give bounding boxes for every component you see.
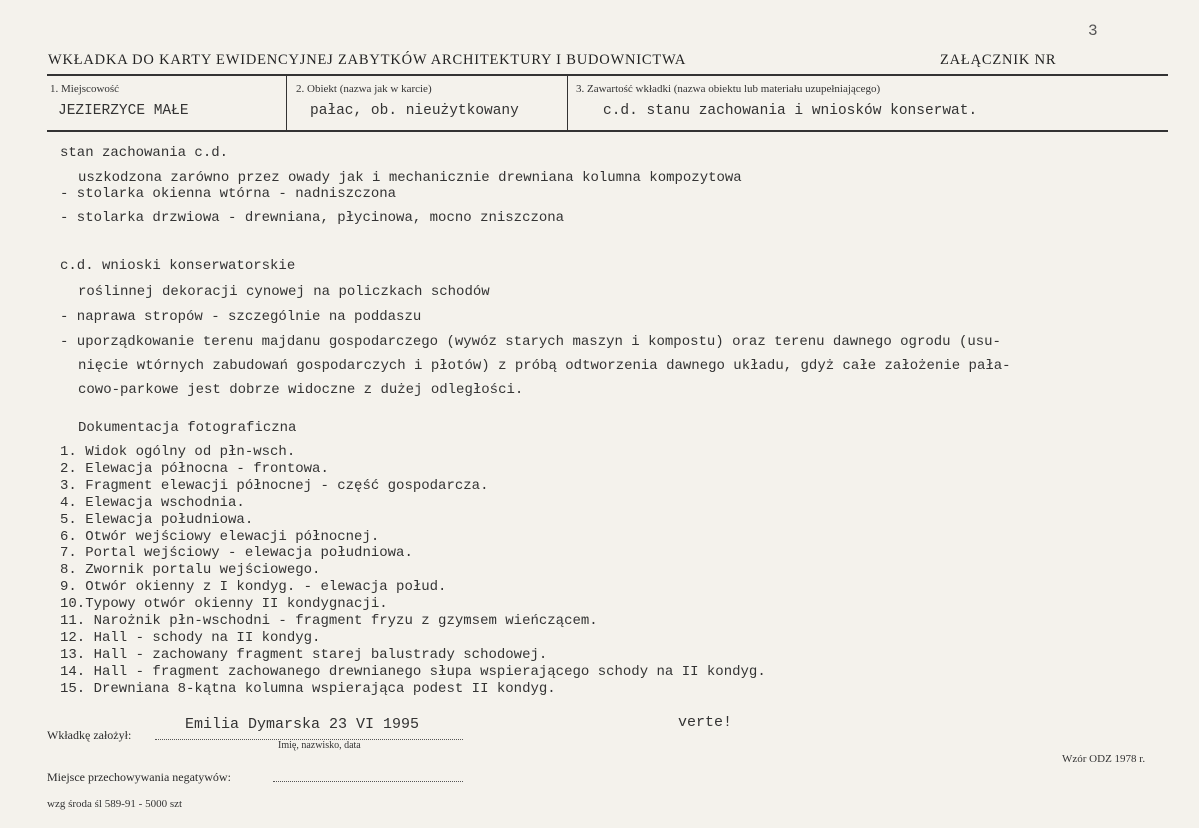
section-heading-condition: stan zachowania c.d. (60, 145, 229, 161)
signature-value: Emilia Dymarska 23 VI 1995 (185, 716, 420, 733)
body-line: - uporządkowanie terenu majdanu gospodarczego (wywóz starych maszyn i kompostu) oraz terenu dawnego ogrodu (usu- (60, 334, 1001, 350)
form-title: WKŁADKA DO KARTY EWIDENCYJNEJ ZABYTKÓW ARCHITEKTURY I BUDOWNICTWA (48, 52, 687, 68)
signature-label: Wkładkę założył: (47, 728, 132, 742)
field-value-locality: JEZIERZYCE MAŁE (58, 103, 189, 119)
list-item: 6. Otwór wejściowy elewacji północnej. (60, 528, 380, 545)
list-item: 3. Fragment elewacji północnej - część gospodarcza. (60, 477, 489, 494)
negatives-dotted-line (273, 781, 463, 782)
body-line: - naprawa stropów - szczególnie na poddaszu (60, 309, 422, 325)
verte-note: verte! (678, 714, 733, 731)
list-item: 15. Drewniana 8-kątna kolumna wspierająca podest II kondyg. (60, 680, 556, 697)
print-footer: wzg środa śl 589-91 - 5000 szt (47, 798, 183, 810)
list-item: 12. Hall - schody na II kondyg. (60, 629, 321, 646)
header-top-rule (47, 74, 1168, 76)
annex-label: ZAŁĄCZNIK NR (940, 52, 1057, 68)
field-divider-2 (567, 76, 568, 130)
list-item: 5. Elewacja południowa. (60, 511, 254, 528)
body-line: cowo-parkowe jest dobrze widoczne z dużej odległości. (78, 382, 524, 398)
negatives-label: Miejsce przechowywania negatywów: (47, 770, 231, 784)
section-heading-conclusions: c.d. wnioski konserwatorskie (60, 258, 296, 274)
body-line: nięcie wtórnych zabudowań gospodarczych i płotów) z próbą odtworzenia dawnego układu, gdyż całe założenie pała- (78, 358, 1011, 374)
body-line: uszkodzona zarówno przez owady jak i mechanicznie drewniana kolumna kompozytowa (78, 170, 742, 186)
list-item: 11. Narożnik płn-wschodni - fragment fryzu z gzymsem wieńczącem. (60, 613, 598, 630)
list-item: 8. Zwornik portalu wejściowego. (60, 562, 321, 579)
list-item: 10.Typowy otwór okienny II kondygnacji. (60, 596, 388, 613)
page-number: 3 (1088, 22, 1098, 40)
field-label-locality: 1. Miejscowość (50, 83, 120, 95)
field-value-object: pałac, ob. nieużytkowany (310, 103, 519, 119)
field-divider-1 (286, 76, 287, 130)
list-item: 9. Otwór okienny z I kondyg. - elewacja połud. (60, 579, 447, 596)
header-bottom-rule (47, 130, 1168, 132)
field-label-object: 2. Obiekt (nazwa jak w karcie) (296, 83, 432, 95)
body-line: roślinnej dekoracji cynowej na policzkach schodów (78, 284, 490, 300)
list-item: 2. Elewacja północna - frontowa. (60, 460, 329, 477)
signature-sublabel: Imię, nazwisko, data (278, 740, 361, 751)
list-item: 7. Portal wejściowy - elewacja południowa. (60, 545, 413, 562)
field-label-contents: 3. Zawartość wkładki (nazwa obiektu lub materiału uzupełniającego) (576, 83, 881, 95)
photo-list (60, 444, 766, 698)
form-reference: Wzór ODZ 1978 r. (1062, 753, 1146, 765)
list-item: 1. Widok ogólny od płn-wsch. (60, 444, 296, 460)
body-line: - stolarka drzwiowa - drewniana, płycinowa, mocno zniszczona (60, 210, 565, 226)
list-item: 4. Elewacja wschodnia. (60, 494, 245, 511)
list-item: 14. Hall - fragment zachowanego drewnianego słupa wspierającego schody na II kondyg. (60, 663, 766, 680)
list-item: 13. Hall - zachowany fragment starej balustrady schodowej. (60, 646, 548, 663)
body-line: - stolarka okienna wtórna - nadniszczona (60, 186, 397, 202)
field-value-contents: c.d. stanu zachowania i wniosków konserwat. (603, 103, 978, 119)
section-heading-photos: Dokumentacja fotograficzna (78, 420, 297, 436)
